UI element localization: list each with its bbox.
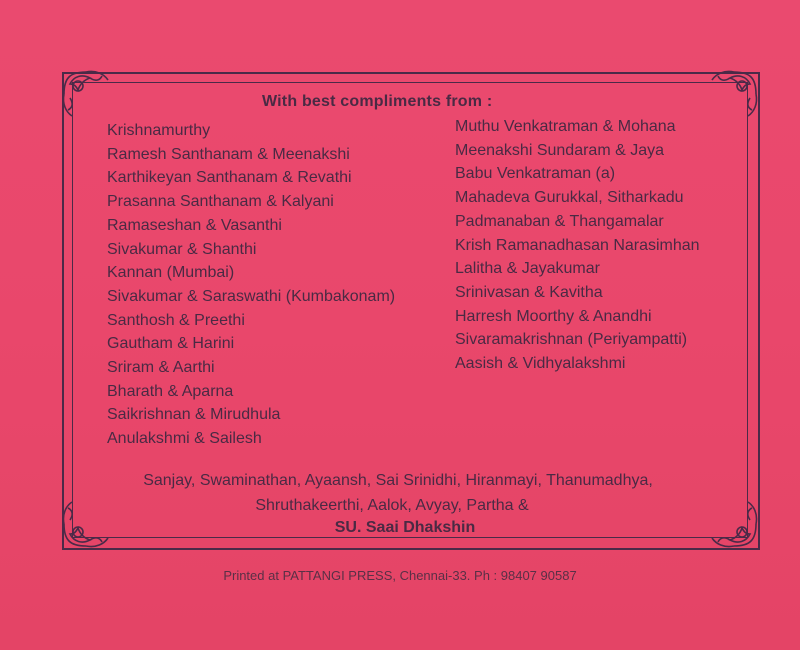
name-item: Kannan (Mumbai) <box>107 264 235 282</box>
name-item: Aasish & Vidhyalakshmi <box>455 355 626 373</box>
name-item: Babu Venkatraman (a) <box>455 165 616 183</box>
corner-ornament-top-right <box>704 64 764 124</box>
name-item: Santhosh & Preethi <box>107 311 245 329</box>
name-item: Lalitha & Jayakumar <box>455 260 600 278</box>
children-names-line-1: Sanjay, Swaminathan, Ayaansh, Sai Srinidhi, Hiranmayi, Thanumadhya, <box>143 472 653 489</box>
name-item: Sriram & Aarthi <box>107 359 215 377</box>
name-item: Sivaramakrishnan (Periyampatti) <box>455 331 688 349</box>
name-item: Krish Ramanadhasan Narasimhan <box>455 236 700 254</box>
name-item: Karthikeyan Santhanam & Revathi <box>107 169 352 187</box>
host-name: SU. Saai Dhakshin <box>334 519 476 536</box>
name-item: Sivakumar & Shanthi <box>107 240 257 258</box>
right-name-column <box>455 115 700 376</box>
left-name-column <box>107 119 395 451</box>
children-names-line-2: Shruthakeerthi, Aalok, Avyay, Partha & <box>255 497 529 514</box>
name-item: Ramaseshan & Vasanthi <box>107 216 282 234</box>
name-item: Srinivasan & Kavitha <box>455 283 603 301</box>
name-item: Anulakshmi & Sailesh <box>107 430 262 448</box>
name-item: Ramesh Santhanam & Meenakshi <box>107 145 350 163</box>
name-item: Prasanna Santhanam & Kalyani <box>107 193 334 211</box>
name-item: Harresh Moorthy & Anandhi <box>455 307 652 325</box>
card-heading: With best compliments from : <box>262 93 493 110</box>
name-item: Bharath & Aparna <box>107 382 234 400</box>
name-item: Krishnamurthy <box>107 122 211 139</box>
name-item: Gautham & Harini <box>107 335 235 353</box>
name-item: Saikrishnan & Mirudhula <box>107 406 281 424</box>
printer-credit: Printed at PATTANGI PRESS, Chennai-33. Ph : 98407 90587 <box>223 568 577 583</box>
name-item: Muthu Venkatraman & Mohana <box>455 118 676 135</box>
name-item: Padmanaban & Thangamalar <box>455 212 664 230</box>
name-item: Sivakumar & Saraswathi (Kumbakonam) <box>107 287 396 305</box>
name-item: Meenakshi Sundaram & Jaya <box>455 141 664 159</box>
name-item: Mahadeva Gurukkal, Sitharkadu <box>455 189 684 207</box>
corner-ornament-top-left <box>56 64 116 124</box>
